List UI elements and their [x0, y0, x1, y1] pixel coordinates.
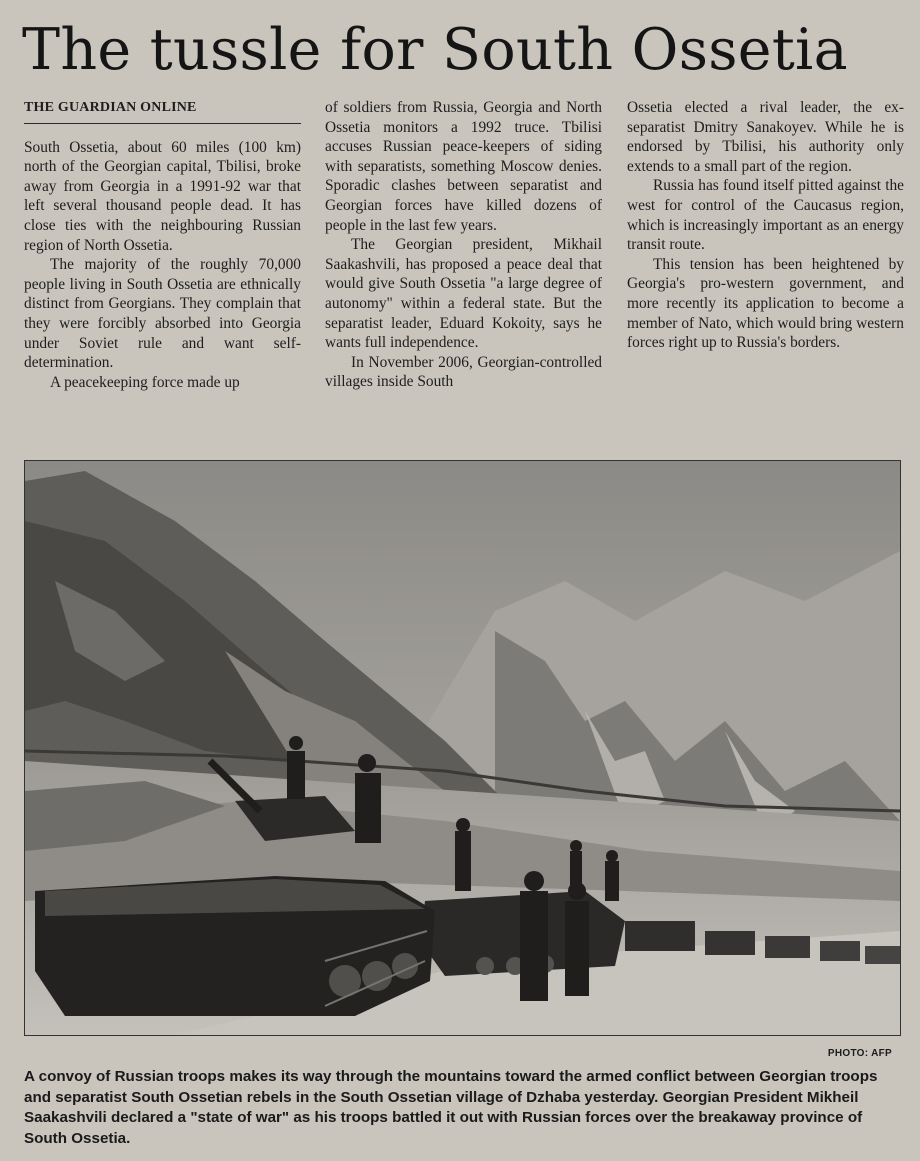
headline: The tussle for South Ossetia [22, 17, 848, 83]
article-column-1 [24, 98, 301, 392]
news-photo [24, 460, 901, 1036]
photo-credit: PHOTO: AFP [827, 1048, 892, 1059]
paragraph: A peacekeeping force made up [50, 373, 240, 391]
paragraph: South Ossetia, about 60 miles (100 km) north of the Georgian capital, Tbilisi, broke away from Georgia in a 1991-92 war that left several thousand people dead. It has close ties with the neighbouring Russian region of North Ossetia. [24, 138, 301, 254]
article-column-2 [325, 98, 602, 392]
article-column-3 [627, 98, 904, 353]
paragraph: In November 2006, Georgian-controlled villages inside South [325, 353, 602, 391]
photo-caption: A convoy of Russian troops makes its way through the mountains toward the armed conflict between Georgian troops and separatist South Ossetian rebels in the South Ossetian village of Dzhaba yesterday. Georgian President Mikheil Saakashvili declared a "state of war" as his troops battled it out with Russian forces over the breakaway province of South Ossetia. [24, 1068, 878, 1147]
paragraph: Ossetia elected a rival leader, the ex-separatist Dmitry Sanakoyev. While he is endorsed by Tbilisi, his authority only extends to a small part of the region. [627, 99, 904, 175]
paragraph: of soldiers from Russia, Georgia and North Ossetia monitors a 1992 truce. Tbilisi accuses Russian peace-keepers of siding with separatists, something Moscow denies. Sporadic clashes between separatist and Georgian forces have killed dozens of people in the last few years. [325, 99, 602, 234]
source-byline: THE GUARDIAN ONLINE [24, 98, 301, 124]
convoy-mountain-photo [25, 461, 900, 1035]
paragraph: The majority of the roughly 70,000 people living in South Ossetia are ethnically distinct from Georgians. They complain that they were forcibly absorbed into Georgia under Soviet rule and want self-determination. [24, 256, 301, 372]
paragraph: The Georgian president, Mikhail Saakashvili, has proposed a peace deal that would give South Ossetia "a large degree of autonomy" within a federal state. But the separatist leader, Eduard Kokoity, says he wants full independence. [325, 236, 602, 352]
paragraph: This tension has been heightened by Georgia's pro-western government, and more recently its application to become a member of Nato, which would bring western forces right up to Russia's borders. [627, 255, 904, 352]
paragraph: Russia has found itself pitted against the west for control of the Caucasus region, which is increasingly important as an energy transit route. [627, 177, 904, 254]
